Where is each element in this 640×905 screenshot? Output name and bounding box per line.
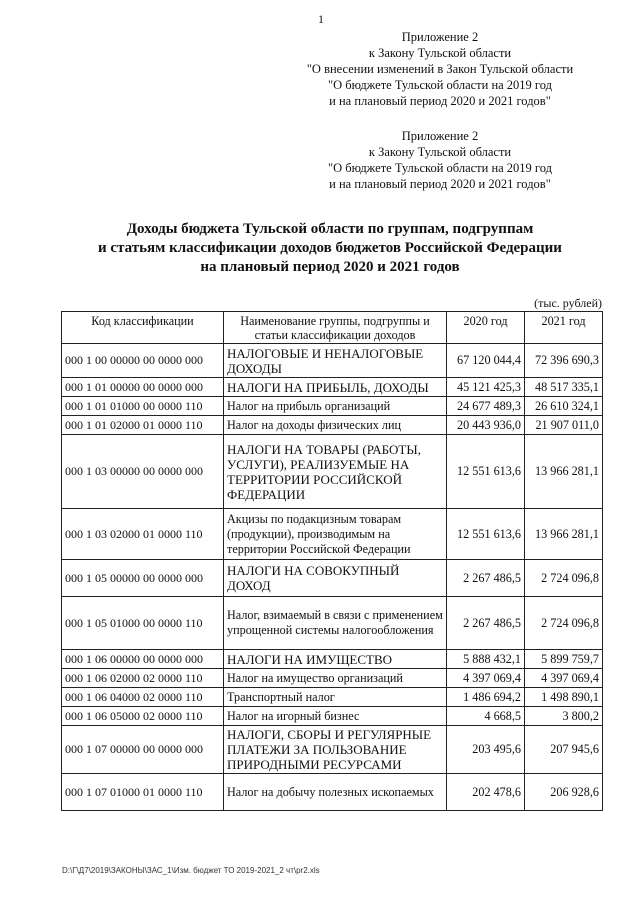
cell-name: Налог на игорный бизнес (224, 707, 447, 726)
cell-y2021: 13 966 281,1 (525, 509, 603, 560)
header-name: Наименование группы, подгруппы и статьи классификации доходов (224, 312, 447, 344)
cell-y2021: 207 945,6 (525, 726, 603, 774)
cell-name: Налог, взимаемый в связи с применением упрощенной системы налогообложения (224, 597, 447, 650)
table-row (62, 688, 603, 707)
table-row (62, 416, 603, 435)
cell-name: Транспортный налог (224, 688, 447, 707)
page-number: 1 (318, 12, 324, 26)
cell-y2021: 206 928,6 (525, 774, 603, 811)
cell-code: 000 1 07 00000 00 0000 000 (62, 726, 224, 774)
title-line: на плановый период 2020 и 2021 годов (200, 259, 460, 275)
appendix-header-amendment (290, 29, 590, 109)
cell-code: 000 1 00 00000 00 0000 000 (62, 344, 224, 378)
table-row (62, 509, 603, 560)
cell-y2020: 4 397 069,4 (447, 669, 525, 688)
header-2020: 2020 год (447, 312, 525, 344)
cell-y2020: 45 121 425,3 (447, 378, 525, 397)
cell-y2021: 4 397 069,4 (525, 669, 603, 688)
cell-name: НАЛОГИ НА ИМУЩЕСТВО (224, 650, 447, 669)
cell-code: 000 1 03 00000 00 0000 000 (62, 435, 224, 509)
header-code: Код классификации (62, 312, 224, 344)
table-row (62, 378, 603, 397)
cell-code: 000 1 07 01000 01 0000 110 (62, 774, 224, 811)
cell-y2020: 202 478,6 (447, 774, 525, 811)
cell-y2020: 5 888 432,1 (447, 650, 525, 669)
cell-code: 000 1 01 01000 00 0000 110 (62, 397, 224, 416)
appendix-line: к Закону Тульской области (368, 145, 512, 159)
table-header-row (62, 312, 603, 344)
cell-y2020: 203 495,6 (447, 726, 525, 774)
table-row (62, 726, 603, 774)
appendix-line: Приложение 2 (401, 129, 479, 143)
cell-y2020: 20 443 936,0 (447, 416, 525, 435)
cell-code: 000 1 06 00000 00 0000 000 (62, 650, 224, 669)
cell-y2020: 4 668,5 (447, 707, 525, 726)
cell-name: НАЛОГИ НА ТОВАРЫ (РАБОТЫ, УСЛУГИ), РЕАЛИЗУЕМЫЕ НА ТЕРРИТОРИИ РОССИЙСКОЙ ФЕДЕРАЦИИ (224, 435, 447, 509)
cell-y2021: 21 907 011,0 (525, 416, 603, 435)
cell-y2020: 2 267 486,5 (447, 597, 525, 650)
table-row (62, 650, 603, 669)
appendix-line: к Закону Тульской области (368, 46, 512, 60)
cell-name: Налог на прибыль организаций (224, 397, 447, 416)
cell-name: НАЛОГОВЫЕ И НЕНАЛОГОВЫЕ ДОХОДЫ (224, 344, 447, 378)
table-body (62, 344, 603, 811)
cell-y2020: 12 551 613,6 (447, 509, 525, 560)
cell-y2020: 24 677 489,3 (447, 397, 525, 416)
cell-y2021: 26 610 324,1 (525, 397, 603, 416)
document-title (60, 220, 600, 277)
revenue-table (61, 311, 603, 811)
appendix-line: Приложение 2 (401, 30, 479, 44)
table-row (62, 344, 603, 378)
file-path-footer: D:\Г\Д7\2019\ЗАКОНЫ\ЗАС_1\Изм. бюджет ТО 2019-2021_2 чт\pr2.xls (62, 866, 320, 875)
cell-name: НАЛОГИ НА СОВОКУПНЫЙ ДОХОД (224, 560, 447, 597)
cell-code: 000 1 06 05000 02 0000 110 (62, 707, 224, 726)
cell-y2021: 2 724 096,8 (525, 560, 603, 597)
cell-code: 000 1 01 02000 01 0000 110 (62, 416, 224, 435)
cell-name: Налог на имущество организаций (224, 669, 447, 688)
table-row (62, 707, 603, 726)
appendix-line: и на плановый период 2020 и 2021 годов" (329, 94, 551, 108)
appendix-line: "О бюджете Тульской области на 2019 год (328, 78, 552, 92)
header-2021: 2021 год (525, 312, 603, 344)
cell-y2021: 1 498 890,1 (525, 688, 603, 707)
table-row (62, 669, 603, 688)
units-label: (тыс. рублей) (534, 296, 602, 310)
cell-code: 000 1 05 00000 00 0000 000 (62, 560, 224, 597)
cell-y2020: 12 551 613,6 (447, 435, 525, 509)
cell-y2021: 48 517 335,1 (525, 378, 603, 397)
cell-code: 000 1 05 01000 00 0000 110 (62, 597, 224, 650)
appendix-line: "О бюджете Тульской области на 2019 год (328, 161, 552, 175)
table-row (62, 597, 603, 650)
cell-y2020: 1 486 694,2 (447, 688, 525, 707)
cell-y2020: 67 120 044,4 (447, 344, 525, 378)
cell-name: Акцизы по подакцизным товарам (продукции), производимым на территории Российской Федерации (224, 509, 447, 560)
cell-name: НАЛОГИ, СБОРЫ И РЕГУЛЯРНЫЕ ПЛАТЕЖИ ЗА ПОЛЬЗОВАНИЕ ПРИРОДНЫМИ РЕСУРСАМИ (224, 726, 447, 774)
cell-y2021: 2 724 096,8 (525, 597, 603, 650)
table-row (62, 397, 603, 416)
table-row (62, 774, 603, 811)
title-line: и статьям классификации доходов бюджетов Российской Федерации (98, 240, 562, 256)
appendix-line: "О внесении изменений в Закон Тульской области (306, 62, 574, 76)
cell-code: 000 1 06 04000 02 0000 110 (62, 688, 224, 707)
cell-name: Налог на добычу полезных ископаемых (224, 774, 447, 811)
cell-y2021: 5 899 759,7 (525, 650, 603, 669)
cell-y2021: 13 966 281,1 (525, 435, 603, 509)
cell-code: 000 1 01 00000 00 0000 000 (62, 378, 224, 397)
table-row (62, 560, 603, 597)
cell-code: 000 1 06 02000 02 0000 110 (62, 669, 224, 688)
cell-y2021: 3 800,2 (525, 707, 603, 726)
appendix-header-original (290, 128, 590, 192)
cell-code: 000 1 03 02000 01 0000 110 (62, 509, 224, 560)
table-row (62, 435, 603, 509)
cell-name: НАЛОГИ НА ПРИБЫЛЬ, ДОХОДЫ (224, 378, 447, 397)
appendix-line: и на плановый период 2020 и 2021 годов" (329, 177, 551, 191)
cell-name: Налог на доходы физических лиц (224, 416, 447, 435)
title-line: Доходы бюджета Тульской области по группам, подгруппам (126, 221, 534, 237)
cell-y2020: 2 267 486,5 (447, 560, 525, 597)
cell-y2021: 72 396 690,3 (525, 344, 603, 378)
